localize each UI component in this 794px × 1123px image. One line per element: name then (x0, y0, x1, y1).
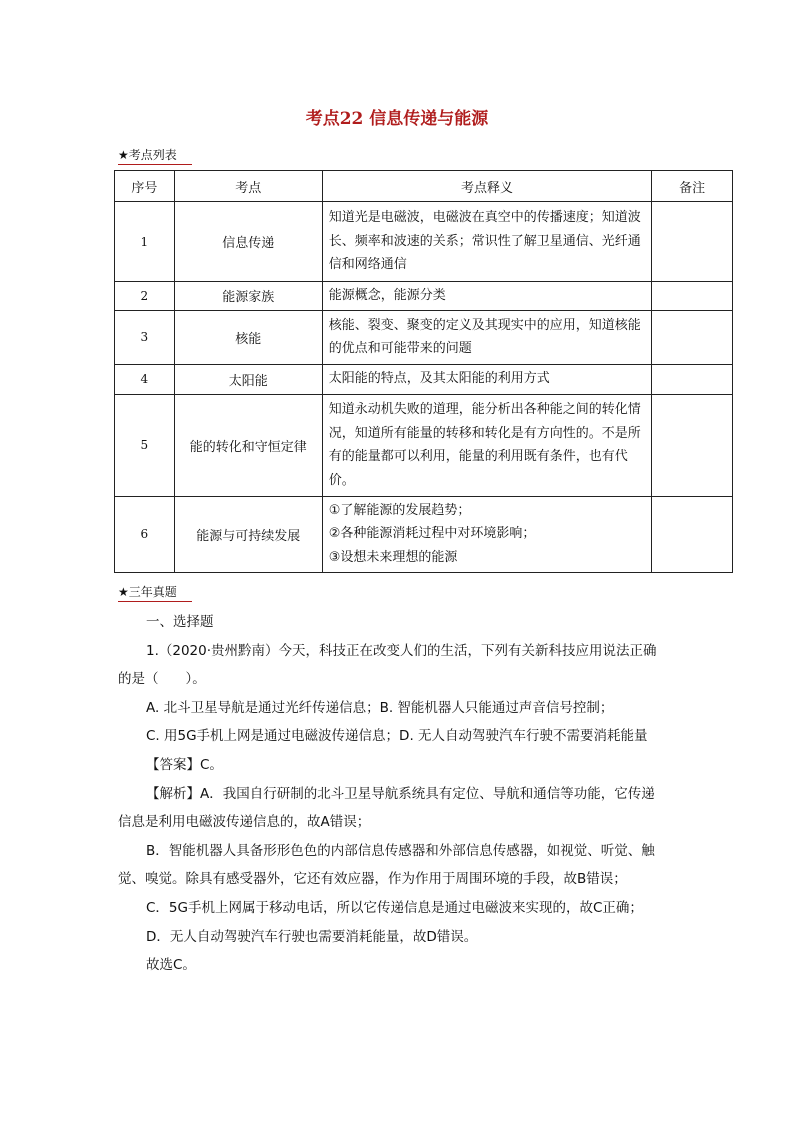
row-description: 能源概念，能源分类 (322, 282, 651, 311)
row-note (652, 282, 733, 311)
row-number: 4 (115, 364, 175, 394)
row-number: 5 (115, 394, 175, 496)
row-note (652, 496, 733, 572)
header-number: 序号 (115, 171, 175, 202)
topic-table (114, 170, 733, 573)
row-description: 核能、裂变、聚变的定义及其现实中的应用，知道核能的优点和可能带来的问题 (322, 310, 651, 364)
row-topic: 太阳能 (174, 364, 322, 394)
table-header-row (115, 171, 733, 202)
analysis-line: B．智能机器人具备形形色色的内部信息传感器和外部信息传感器，如视觉、听觉、触 (146, 842, 655, 859)
row-topic: 能源家族 (174, 282, 322, 311)
row-topic: 核能 (174, 310, 322, 364)
row-description: 太阳能的特点，及其太阳能的利用方式 (322, 364, 651, 394)
header-note: 备注 (652, 171, 733, 202)
page-title: 考点22 信息传递与能源 (305, 109, 489, 129)
table-row (115, 310, 733, 364)
row-note (652, 364, 733, 394)
table-row (115, 364, 733, 394)
analysis-line: 【解析】A．我国自行研制的北斗卫星导航系统具有定位、导航和通信等功能，它传递 (146, 785, 655, 802)
question-options: C. 用5G手机上网是通过电磁波传递信息；D. 无人自动驾驶汽车行驶不需要消耗能量 (146, 728, 648, 745)
section-heading-topic-list: ★考点列表 (118, 146, 192, 165)
header-description: 考点释义 (322, 171, 651, 202)
row-topic: 能源与可持续发展 (174, 496, 322, 572)
table-row (115, 282, 733, 311)
analysis-line: C．5G手机上网属于移动电话，所以它传递信息是通过电磁波来实现的，故C正确； (146, 899, 643, 916)
row-number: 3 (115, 310, 175, 364)
row-number: 2 (115, 282, 175, 311)
analysis-line: 觉、嗅觉。除具有感受器外，它还有效应器，作为作用于周围环境的手段，故B错误； (118, 871, 627, 888)
row-description (322, 496, 651, 572)
section-heading-past-exams: ★三年真题 (118, 583, 192, 602)
row-note (652, 202, 733, 282)
description-line: ③设想未来理想的能源 (328, 549, 458, 565)
table-row (115, 394, 733, 496)
row-description: 知道永动机失败的道理，能分析出各种能之间的转化情况，知道所有能量的转移和转化是有方向性的。不是所有的能量都可以利用，能量的利用既有条件，也有代价。 (322, 394, 651, 496)
row-topic: 信息传递 (174, 202, 322, 282)
row-description: 知道光是电磁波，电磁波在真空中的传播速度；知道波长、频率和波速的关系；常识性了解卫星通信、光纤通信和网络通信 (322, 202, 651, 282)
description-line: ②各种能源消耗过程中对环境影响； (328, 526, 536, 542)
header-topic: 考点 (174, 171, 322, 202)
row-note (652, 310, 733, 364)
question-section (118, 608, 678, 980)
question-stem-line: 1.（2020·贵州黔南）今天，科技正在改变人们的生活，下列有关新科技应用说法正确 (146, 642, 657, 659)
row-number: 6 (115, 496, 175, 572)
table-row (115, 496, 733, 572)
row-note (652, 394, 733, 496)
answer-line: 【答案】C。 (146, 756, 223, 773)
row-topic: 能的转化和守恒定律 (174, 394, 322, 496)
row-number: 1 (115, 202, 175, 282)
part-heading: 一、选择题 (146, 614, 214, 630)
question-stem-line: 的是（ ）。 (118, 671, 206, 688)
table-row (115, 202, 733, 282)
analysis-line: 信息是利用电磁波传递信息的，故A错误； (118, 814, 371, 831)
conclusion-line: 故选C。 (146, 957, 196, 974)
question-options: A. 北斗卫星导航是通过光纤传递信息；B. 智能机器人只能通过声音信号控制； (146, 699, 614, 716)
analysis-line: D．无人自动驾驶汽车行驶也需要消耗能量，故D错误。 (146, 928, 478, 945)
description-line: ①了解能源的发展趋势； (328, 502, 471, 518)
